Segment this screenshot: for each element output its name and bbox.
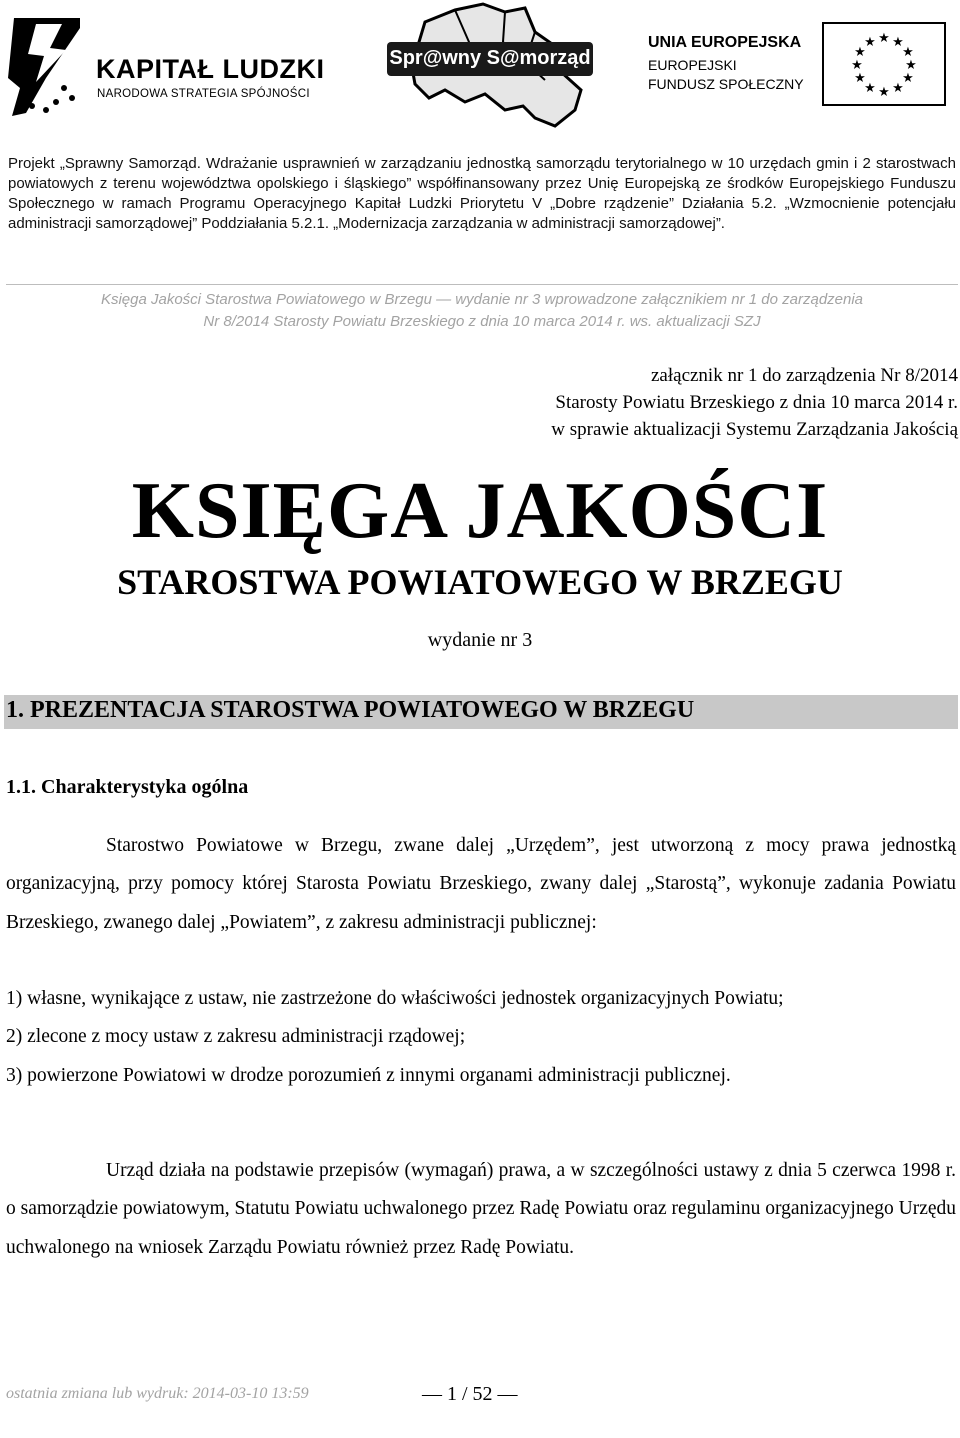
ue-line1: UNIA EUROPEJSKA — [648, 34, 802, 51]
subsection-title: 1.1. Charakterystyka ogólna — [6, 776, 249, 798]
project-description: Projekt „Sprawny Samorząd. Wdrażanie usprawnień w zarządzaniu jednostką samorządu terytorialnego w 10 urzędach gmin i 2 starostwach powiatowych z terenu województwa opolskiego i śląskiego” współfinansowany przez Unię Europejską ze środków Europejskiego Funduszu Społecznego w ramach Programu Operacyjnego Kapitał Ludzki Priorytetu V „Dobre rządzenie” Działania 5.2. „Wzmocnienie potencjału administracji samorządowej” Poddziałania 5.2.1. „Modernizacja zarządzania w administracji samorządowej”. — [8, 155, 956, 232]
annex-line3: w sprawie aktualizacji Systemu Zarządzania Jakością — [551, 419, 958, 440]
task-list — [6, 980, 956, 1095]
kapital-ludzki-subtitle: NARODOWA STRATEGIA SPÓJNOŚCI — [97, 88, 310, 100]
section-title: 1. PREZENTACJA STAROSTWA POWIATOWEGO W BRZEGU — [6, 697, 695, 723]
quality-book-note-line1: Księga Jakości Starostwa Powiatowego w Brzegu — wydanie nr 3 wprowadzone załącznikiem nr 1 do zarządzenia — [100, 291, 864, 308]
svg-text:★: ★ — [892, 35, 904, 50]
header-divider — [6, 284, 958, 285]
list-item: 2) zlecone z mocy ustaw z zakresu administracji rządowej; — [6, 1026, 466, 1048]
annex-line2: Starosty Powiatu Brzeskiego z dnia 10 marca 2014 r. — [555, 392, 958, 413]
svg-text:★: ★ — [864, 35, 876, 50]
svg-text:★: ★ — [892, 81, 904, 96]
header-logos — [0, 0, 960, 135]
edition-label: wydanie nr 3 — [427, 629, 533, 651]
kapital-ludzki-emblem-icon — [6, 18, 88, 118]
last-change-label: ostatnia zmiana lub wydruk: 2014-03-10 13:59 — [6, 1385, 309, 1402]
body-paragraph-2 — [6, 1152, 956, 1267]
svg-text:★: ★ — [878, 85, 890, 100]
page-number: — 1 / 52 — — [422, 1383, 518, 1405]
list-item: 1) własne, wynikające z ustaw, nie zastrzeżone do właściwości jednostek organizacyjnych Powiatu; — [6, 988, 784, 1009]
svg-text:★: ★ — [854, 71, 866, 86]
paragraph-1-text: Starostwo Powiatowe w Brzegu, zwane dalej „Urzędem”, jest utworzoną z mocy prawa jednostką organizacyjną, przy pomocy której Starosta Powiatu Brzeskiego, zwany dalej „Starostą”, wykonuje zadania Powiatu Brzeskiego, zwanego dalej „Powiatem”, z zakresu administracji publicznej: — [6, 835, 956, 933]
eu-flag-icon — [822, 22, 946, 106]
body-paragraph-1 — [6, 827, 956, 942]
ue-line3: FUNDUSZ SPOŁECZNY — [648, 76, 804, 92]
quality-book-note-line2: Nr 8/2014 Starosty Powiatu Brzeskiego z dnia 10 marca 2014 r. ws. aktualizacji SZJ — [203, 313, 761, 330]
svg-text:★: ★ — [878, 31, 890, 46]
list-item: 3) powierzone Powiatowi w drodze porozumień z innymi organami administracji publicznej. — [6, 1064, 731, 1086]
document-subtitle: STAROSTWA POWIATOWEGO W BRZEGU — [117, 562, 843, 602]
svg-text:★: ★ — [864, 81, 876, 96]
ue-line2: EUROPEJSKI — [648, 57, 737, 73]
svg-text:★: ★ — [854, 45, 866, 60]
kapital-ludzki-logo — [6, 18, 336, 118]
paragraph-2-text: Urząd działa na podstawie przepisów (wymagań) prawa, a w szczególności ustawy z dnia 5 czerwca 1998 r. o samorządzie powiatowym, Statutu Powiatu uchwalonego przez Radę Powiatu oraz regulaminu organizacyjnego Urzędu uchwalonego na wniosek Zarządu Powiatu również przez Radę Powiatu. — [6, 1160, 956, 1258]
document-title: KSIĘGA JAKOŚCI — [131, 467, 829, 555]
unia-europejska-logo — [648, 22, 948, 112]
sprawny-samorzad-name: Spr@wny S@morząd — [389, 47, 591, 69]
svg-text:★: ★ — [902, 45, 914, 60]
svg-text:★: ★ — [902, 71, 914, 86]
kapital-ludzki-name: KAPITAŁ LUDZKI — [96, 54, 325, 84]
sprawny-samorzad-logo — [385, 2, 595, 130]
annex-line1: załącznik nr 1 do zarządzenia Nr 8/2014 — [650, 365, 958, 386]
svg-text:★: ★ — [905, 58, 917, 73]
svg-text:★: ★ — [851, 58, 863, 73]
